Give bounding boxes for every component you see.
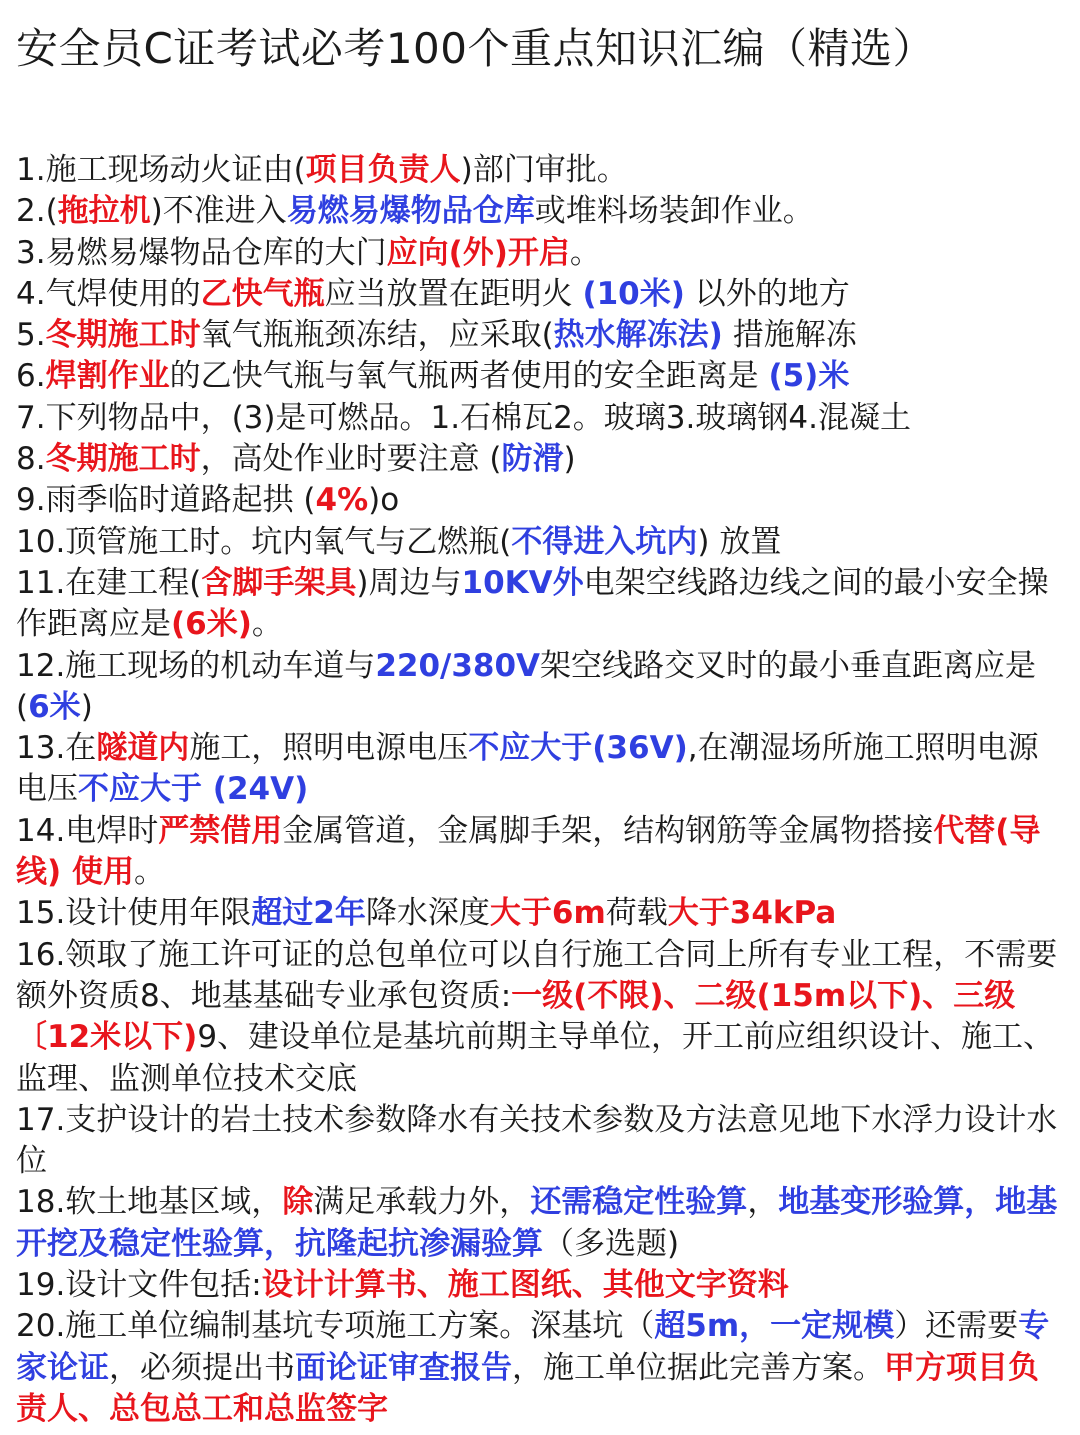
list-item — [16, 1100, 1064, 1183]
item-text: 7.下列物品中，(3)是可燃品。1.石棉瓦2。玻璃3.玻璃钢4.混凝土 — [16, 399, 911, 436]
item-text: 1.施工现场动火证由( — [16, 152, 306, 188]
highlight-blue: (5)米 — [768, 358, 850, 395]
highlight-blue: 超过2年 — [251, 895, 366, 932]
item-text: 8. — [16, 441, 46, 478]
item-text: 6. — [16, 358, 46, 395]
item-text: 17.支护设计的岩土技术参数降水有关技术参数及方法意见地下水浮力设计水位 — [16, 1101, 1058, 1180]
item-text: 16.领取了施工许可证的总包单位可以自行施工合同上所有专业工程，不需要额外资质8、地基基础专业承包资质: — [16, 936, 1058, 1014]
list-item — [16, 274, 1064, 315]
item-text: 3.易燃易爆物品仓库的大门 — [16, 234, 387, 271]
item-text: 19.设计文件包括: — [16, 1267, 262, 1304]
item-text: 5. — [16, 317, 46, 354]
highlight-blue: 不得进入坑内 — [511, 523, 698, 560]
list-item — [16, 893, 1064, 934]
list-item — [16, 935, 1064, 1100]
highlight-red: 拖拉机 — [57, 193, 151, 230]
highlight-blue: 面论证审查报告 — [295, 1349, 512, 1386]
highlight-red: 大于6m — [489, 895, 606, 932]
list-item — [16, 1182, 1064, 1265]
item-text: )o — [368, 482, 400, 519]
list-item — [16, 398, 1064, 439]
item-text: 满足承载力外， — [313, 1184, 531, 1221]
item-text: 9.雨季临时道路起拱 ( — [16, 482, 316, 519]
item-text: )不准进入 — [150, 193, 287, 230]
item-text: 措施解冻 — [722, 317, 857, 354]
list-item — [16, 480, 1064, 521]
item-text: 的乙快气瓶与氧气瓶两者使用的安全距离是 — [169, 358, 769, 395]
list-item — [16, 1265, 1064, 1306]
list-item — [16, 233, 1064, 274]
highlight-red: 甲方项目负责人、总包总工和总监签字 — [16, 1349, 1039, 1427]
highlight-blue: 热水解冻法) — [553, 317, 723, 354]
item-text: ，必须提出书 — [109, 1349, 295, 1386]
highlight-red: 冬期施工时 — [45, 317, 201, 354]
highlight-red: (6米) — [171, 606, 252, 643]
item-text: 电架空线路边线之间的最小安全操作距离应是 — [16, 564, 1049, 643]
list-item — [16, 563, 1064, 646]
item-text: 。 — [251, 606, 283, 643]
highlight-red: 设计计算书、施工图纸、其他文字资料 — [261, 1267, 789, 1304]
list-item — [16, 728, 1064, 811]
highlight-red: 项目负责人 — [305, 152, 461, 188]
highlight-blue: 10KV外 — [461, 564, 584, 601]
item-text: ）还需要 — [894, 1308, 1019, 1345]
highlight-blue: 地基变形验算，地基开挖及稳定性验算，抗隆起抗渗漏验算 — [16, 1184, 1058, 1262]
highlight-blue: 220/380V — [375, 647, 541, 684]
list-item — [16, 811, 1064, 894]
highlight-blue: 易燃易爆物品仓库 — [286, 193, 535, 230]
item-text: 14.电焊时 — [16, 812, 159, 849]
item-text: )部门审批。 — [460, 152, 628, 188]
item-text: 4.气焊使用的 — [16, 275, 201, 312]
item-text: ,在潮湿场所施工照明电源电压 — [16, 730, 1039, 808]
highlight-blue: 不应大于 (24V) — [78, 771, 309, 808]
highlight-red: 冬期施工时 — [45, 441, 201, 478]
item-text: 11.在建工程( — [16, 564, 202, 601]
item-text: 以外的地方 — [684, 275, 850, 312]
highlight-red: 4% — [315, 482, 369, 519]
list-item — [16, 191, 1064, 232]
item-text: ，施工单位据此完善方案。 — [512, 1349, 884, 1386]
list-item — [16, 439, 1064, 480]
highlight-blue: 还需稳定性验算 — [530, 1184, 748, 1221]
highlight-red: 除 — [282, 1184, 314, 1221]
highlight-blue: 专家论证 — [16, 1308, 1050, 1386]
item-text: 。 — [569, 234, 601, 271]
item-text: ) — [80, 688, 93, 725]
highlight-red: 应向(外)开启 — [386, 234, 570, 271]
item-text: 13.在 — [16, 730, 97, 767]
highlight-red: 含脚手架具 — [201, 564, 357, 601]
item-text: )周边与 — [356, 564, 462, 601]
highlight-red: 严禁借用 — [158, 812, 283, 849]
item-text: 氧气瓶瓶颈冻结，应采取( — [200, 317, 554, 354]
list-item — [16, 150, 1064, 191]
highlight-red: 一级(不限)、二级(15m以下)、三级〔12米以下) — [16, 977, 1016, 1056]
item-text: 18.软土地基区域， — [16, 1184, 283, 1221]
item-text: 施工，照明电源电压 — [189, 730, 469, 767]
highlight-blue: 6米 — [28, 688, 81, 725]
item-text: 2.( — [16, 193, 58, 230]
item-text: 或堆料场装卸作业。 — [534, 193, 814, 230]
item-text: ) — [563, 441, 576, 478]
highlight-blue: (10米) — [582, 275, 685, 312]
item-text: ， — [747, 1184, 779, 1221]
highlight-blue: 防滑 — [501, 441, 564, 478]
item-text: ) 放置 — [697, 523, 782, 560]
item-text: 应当放置在距明火 — [324, 275, 583, 312]
item-text: 架空线路交叉时的最小垂直距离应是( — [16, 647, 1037, 725]
highlight-red: 隧道内 — [96, 730, 190, 767]
list-item — [16, 315, 1064, 356]
item-text: 12.施工现场的机动车道与 — [16, 647, 376, 684]
item-text: （多选题) — [543, 1225, 680, 1262]
highlight-red: 焊割作业 — [45, 358, 170, 395]
item-text: 10.顶管施工时。坑内氧气与乙燃瓶( — [16, 523, 512, 560]
highlight-red: 乙快气瓶 — [200, 275, 325, 312]
list-item — [16, 522, 1064, 563]
item-text: ，高处作业时要注意 ( — [200, 441, 502, 478]
highlight-blue: 超5m，一定规模 — [654, 1308, 895, 1345]
item-text: 9、建设单位是基坑前期主导单位，开工前应组织设计、施工、监理、监测单位技术交底 — [16, 1019, 1055, 1097]
item-text: 15.设计使用年限 — [16, 895, 252, 932]
list-item — [16, 1306, 1064, 1430]
highlight-red: 代替(导线) 使用 — [16, 812, 1041, 891]
item-text: 。 — [133, 854, 165, 891]
list-item — [16, 356, 1064, 397]
item-text: 20.施工单位编制基坑专项施工方案。深基坑（ — [16, 1308, 655, 1345]
knowledge-list — [16, 150, 1064, 1430]
highlight-red: 大于34kPa — [667, 895, 837, 932]
page-title: 安全员C证考试必考100个重点知识汇编（精选） — [16, 24, 935, 73]
list-item — [16, 646, 1064, 729]
highlight-blue: 不应大于(36V) — [468, 730, 688, 767]
item-text: 金属管道，金属脚手架，结构钢筋等金属物搭接 — [282, 812, 934, 849]
item-text: 降水深度 — [365, 895, 490, 932]
item-text: 荷载 — [605, 895, 668, 932]
